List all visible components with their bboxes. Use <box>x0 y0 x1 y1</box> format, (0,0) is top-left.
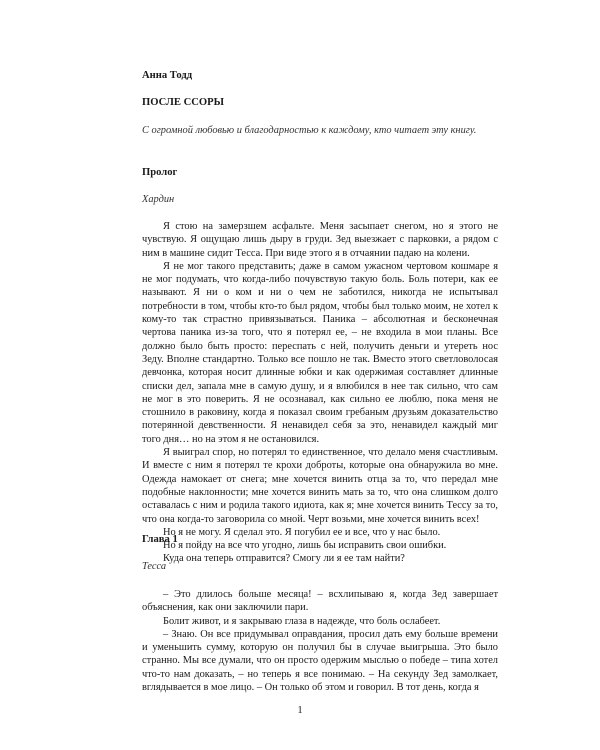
author-name: Анна Тодд <box>142 70 193 81</box>
dedication: С огромной любовью и благодарностью к каждому, кто читает эту книгу. <box>142 125 477 136</box>
paragraph: Болит живот, и я закрываю глаза в надежде, что боль ослабеет. <box>163 615 441 627</box>
book-title: ПОСЛЕ ССОРЫ <box>142 97 225 108</box>
paragraph: Куда она теперь отправится? Смогу ли я ее там найти? <box>163 553 405 565</box>
paragraph: Но я пойду на все что угодно, лишь бы исправить свои ошибки. <box>163 540 447 552</box>
paragraph: Я не мог такого представить; даже в самом ужасном чертовом кошмаре я не мог подумать, что когда-либо почувствую такую боль. Боль потери, как ее называют. Я ни о ком и ни о чем не заботился, никогда не испытывал потребности в том, чтобы кто-то был рядом, чтобы был только моим, не хотел к кому-то так страстно привязываться. Паника – абсолютная и бесконечная чертова паника из-за того, что я потерял ее, – не входила в мои планы. Все должно было быть просто: переспать с ней, получить деньги и утереть нос Зеду. Вполне стандартно. Только все пошло не так. Вместо этого светловолосая девчонка, которая носит длинные юбки и как одержимая составляет длинные списки дел, запала мне в самую душу, и я влюбился в нее так сильно, что сам не мог в это поверить. Я не осознавал, как сильно ее люблю, пока меня не стошнило в раковину, когда я показал своим гребаным друзьям доказательство потерянной девственности. Я ненавидел себя за это, ненавидел каждый миг того дня… но на этом я не остановился. <box>142 260 498 445</box>
paragraph: – Это длилось больше месяца! – всхлипываю я, когда Зед завершает объяснения, как они заключили пари. <box>142 589 498 614</box>
prologue-text <box>142 220 498 566</box>
chapter-text <box>142 588 498 694</box>
paragraph: Но я не могу. Я сделал это. Я погубил ее и все, что у нас было. <box>163 526 441 538</box>
prologue-heading: Пролог <box>142 167 178 178</box>
paragraph: Я выиграл спор, но потерял то единственное, что делало меня счастливым. И вместе с ним я потерял те крохи доброты, которые она обнаружила во мне. Одежда намокает от снега; мне хочется винить отца за то, что передал мне подобные наклонности; мне хочется винить мать за то, что она слишком долго оставалась с ним и родила такого идиота, как я; мне хочется винить Тессу за то, что она когда-то заговорила со мной. Черт возьми, мне хочется винить всех! <box>142 447 498 525</box>
chapter-heading: Глава 1 <box>142 534 178 545</box>
chapter-narrator: Тесса <box>142 561 167 572</box>
paragraph: – Знаю. Он все придумывал оправдания, просил дать ему больше времени и уменьшить сумму, которую он получил бы в случае выигрыша. Это было странно. Мы все думали, что он просто одержим мыслью о победе – типа хотел что-то нам доказать, – но теперь я все понимаю. – На секунду Зед замолкает, вглядывается в мое лицо. – Он только об этом и говорил. В тот день, когда я <box>142 628 498 694</box>
prologue-narrator: Хардин <box>142 194 175 205</box>
paragraph: Я стою на замерзшем асфальте. Меня засыпает снегом, но я этого не чувствую. Я ощущаю лишь дыру в груди. Зед выезжает с парковки, а рядом с ним в машине сидит Тесса. При виде этого я в отчаянии падаю на колени. <box>142 221 498 259</box>
page-number: 1 <box>297 705 303 716</box>
